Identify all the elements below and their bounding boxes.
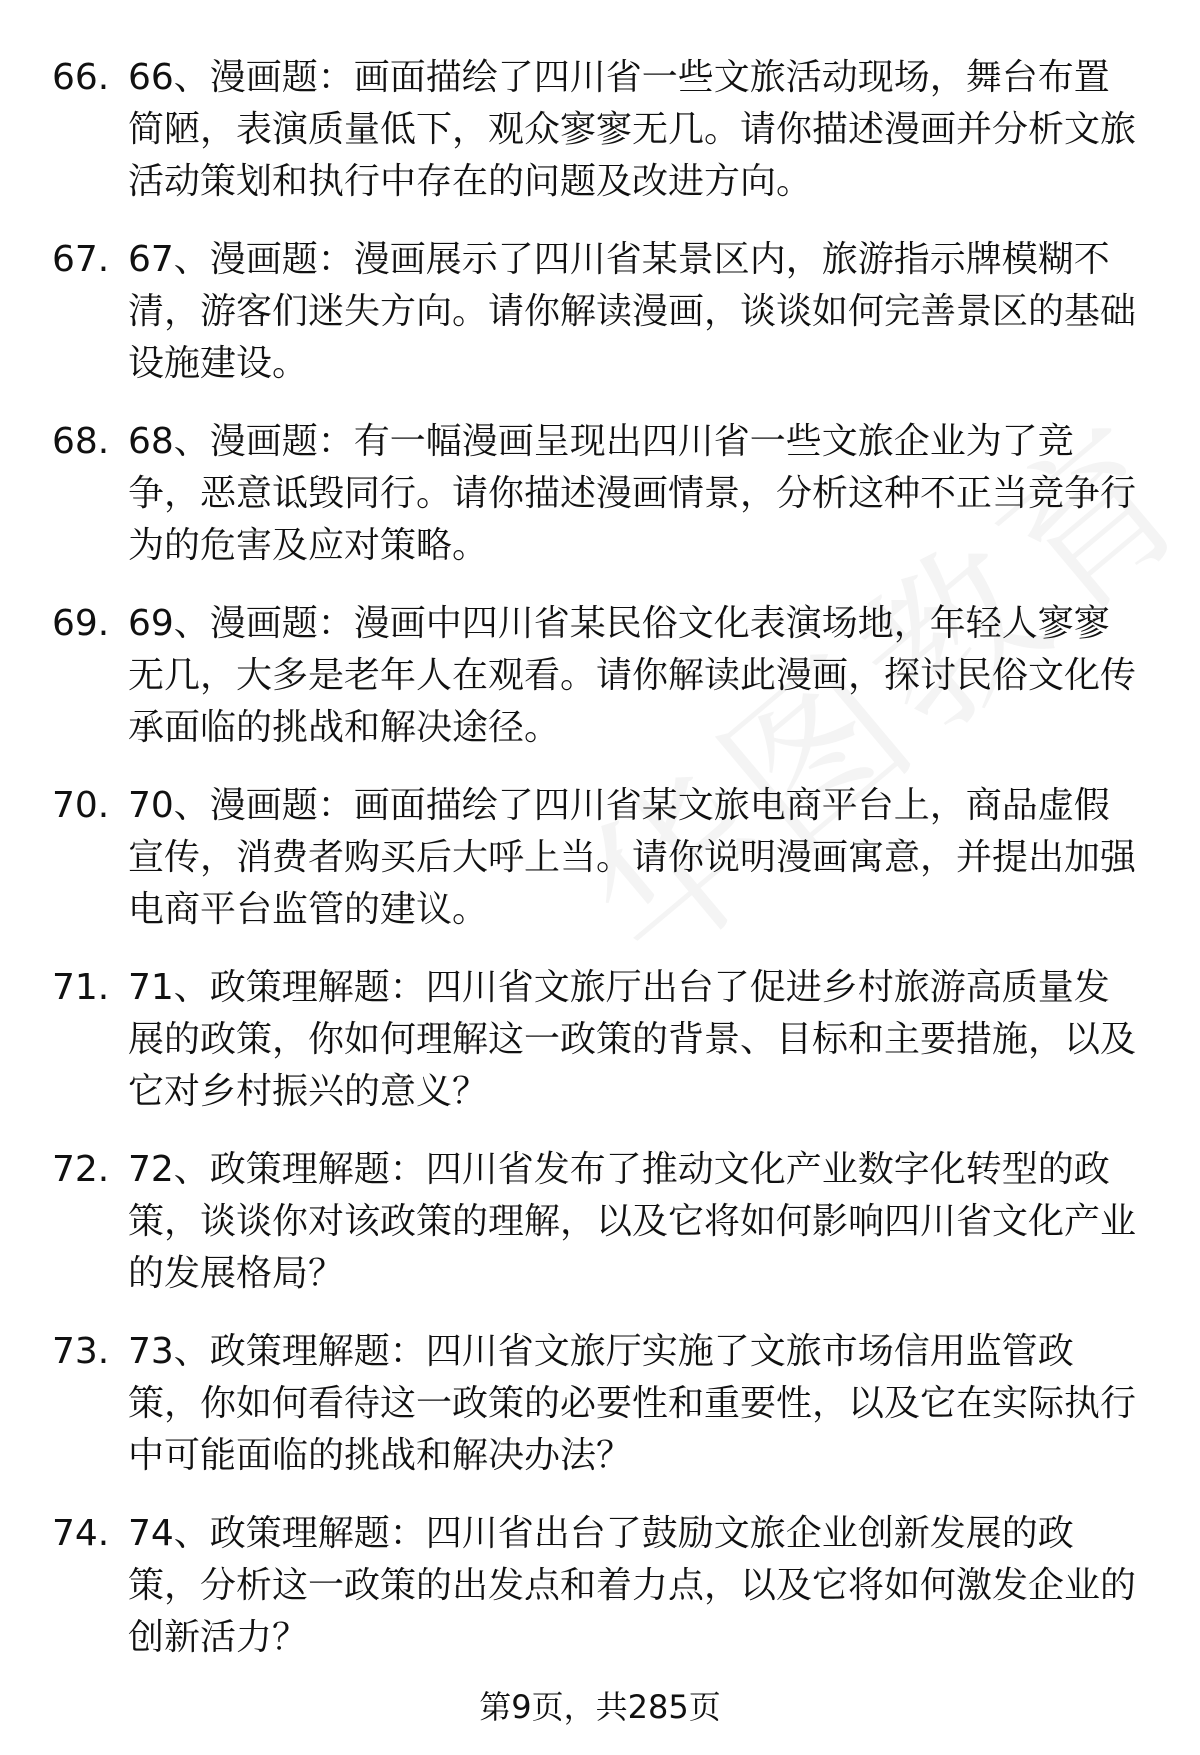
question-number: 66. <box>52 57 110 98</box>
question-list <box>0 52 1200 1690</box>
question-text: 71、政策理解题：四川省文旅厅出台了促进乡村旅游高质量发展的政策，你如何理解这一政策的背景、目标和主要措施，以及它对乡村振兴的意义？ <box>128 967 1137 1112</box>
question-item <box>0 1326 1200 1508</box>
question-item <box>0 416 1200 598</box>
question-number: 68. <box>52 421 110 462</box>
question-item <box>0 962 1200 1144</box>
question-number: 73. <box>52 1331 110 1372</box>
question-text: 70、漫画题：画面描绘了四川省某文旅电商平台上，商品虚假宣传，消费者购买后大呼上当。请你说明漫画寓意，并提出加强电商平台监管的建议。 <box>128 785 1137 930</box>
question-item <box>0 598 1200 780</box>
question-item <box>0 780 1200 962</box>
question-text: 73、政策理解题：四川省文旅厅实施了文旅市场信用监管政策，你如何看待这一政策的必要性和重要性，以及它在实际执行中可能面临的挑战和解决办法？ <box>128 1331 1137 1476</box>
question-number: 72. <box>52 1149 110 1190</box>
question-number: 69. <box>52 603 110 644</box>
question-text: 69、漫画题：漫画中四川省某民俗文化表演场地，年轻人寥寥无几，大多是老年人在观看。请你解读此漫画，探讨民俗文化传承面临的挑战和解决途径。 <box>128 603 1137 748</box>
question-item <box>0 234 1200 416</box>
question-text: 67、漫画题：漫画展示了四川省某景区内，旅游指示牌模糊不清，游客们迷失方向。请你解读漫画，谈谈如何完善景区的基础设施建设。 <box>128 239 1137 384</box>
question-number: 74. <box>52 1513 110 1554</box>
question-number: 67. <box>52 239 110 280</box>
question-number: 70. <box>52 785 110 826</box>
question-number: 71. <box>52 967 110 1008</box>
question-item <box>0 52 1200 234</box>
question-item <box>0 1144 1200 1326</box>
question-text: 68、漫画题：有一幅漫画呈现出四川省一些文旅企业为了竞争，恶意诋毁同行。请你描述漫画情景，分析这种不正当竞争行为的危害及应对策略。 <box>128 421 1137 566</box>
question-text: 66、漫画题：画面描绘了四川省一些文旅活动现场，舞台布置简陋，表演质量低下，观众寥寥无几。请你描述漫画并分析文旅活动策划和执行中存在的问题及改进方向。 <box>128 57 1137 202</box>
page-footer: 第9页，共285页 <box>479 1688 721 1726</box>
question-item <box>0 1508 1200 1690</box>
question-text: 72、政策理解题：四川省发布了推动文化产业数字化转型的政策，谈谈你对该政策的理解，以及它将如何影响四川省文化产业的发展格局？ <box>128 1149 1137 1294</box>
question-text: 74、政策理解题：四川省出台了鼓励文旅企业创新发展的政策，分析这一政策的出发点和着力点，以及它将如何激发企业的创新活力？ <box>128 1513 1137 1658</box>
